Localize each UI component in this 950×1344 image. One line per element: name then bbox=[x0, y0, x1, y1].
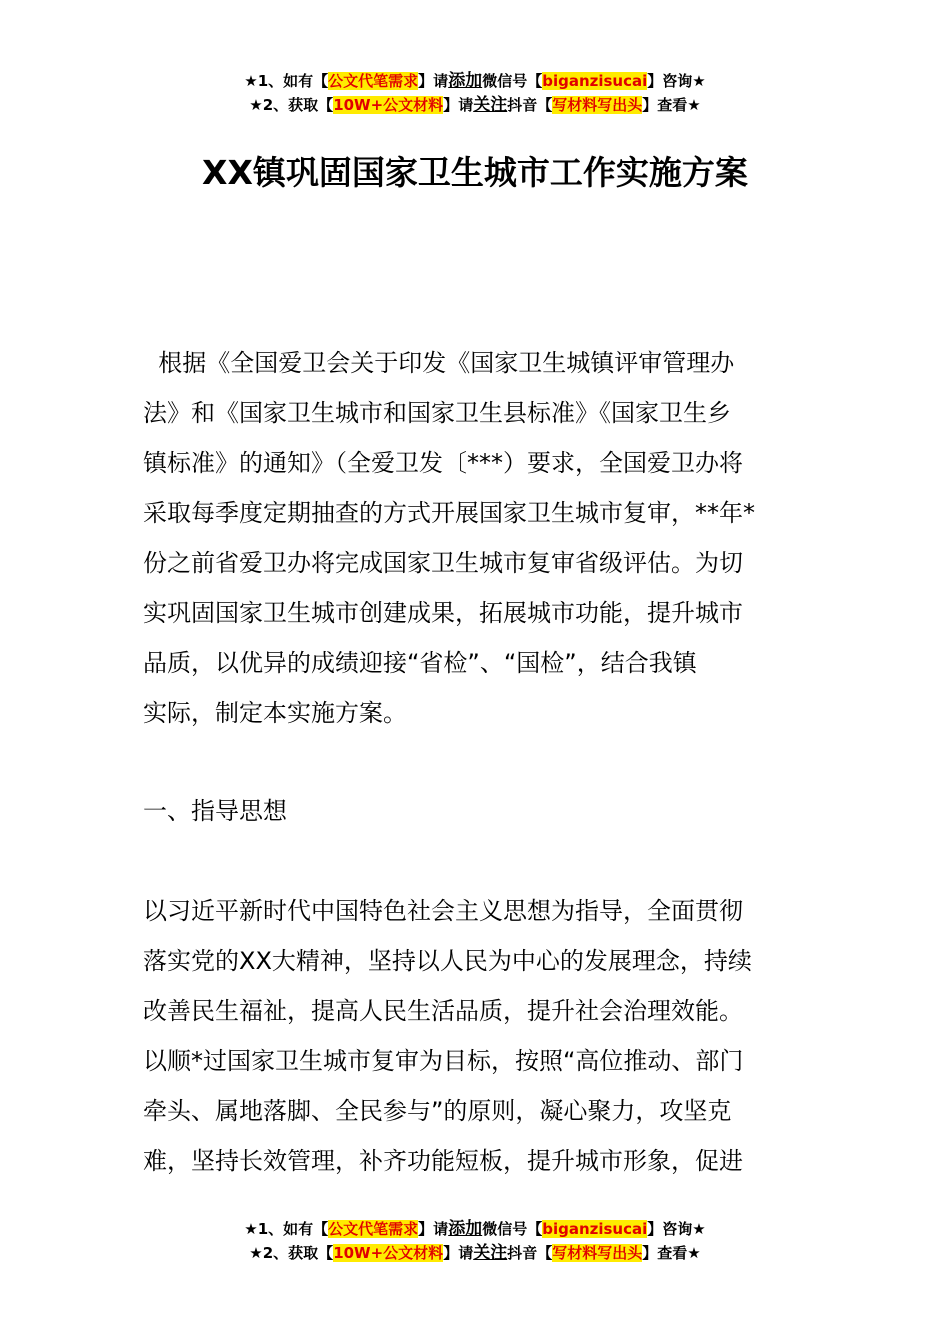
promo-text: 】请 bbox=[443, 1244, 474, 1262]
promo-text: ★2、获取【 bbox=[249, 1244, 334, 1262]
paragraph-line: 牵头、属地落脚、全民参与”的原则，凝心聚力，攻坚克 bbox=[143, 1097, 732, 1125]
paragraph-line: 法》和《国家卫生城市和国家卫生县标准》《国家卫生乡 bbox=[143, 399, 731, 427]
paragraph-line: 实际，制定本实施方案。 bbox=[143, 699, 407, 727]
promo-emphasis: 添加 bbox=[448, 71, 483, 91]
paragraph-line: 镇标准》的通知》（全爱卫发〔***）要求，全国爱卫办将 bbox=[143, 449, 743, 477]
paragraph-line: 根据《全国爱卫会关于印发《国家卫生城镇评审管理办 bbox=[143, 349, 735, 377]
promo-text: 抖音【 bbox=[507, 1244, 553, 1262]
paragraph-line: 份之前省爱卫办将完成国家卫生城市复审省级评估。为切 bbox=[143, 549, 743, 577]
promo-text: 】查看★ bbox=[642, 96, 701, 114]
paragraph-line: 落实党的XX大精神，坚持以人民为中心的发展理念，持续 bbox=[143, 947, 752, 975]
promo-text: ★2、获取【 bbox=[249, 96, 334, 114]
promo-highlight: 公文代笔需求 bbox=[328, 72, 419, 90]
promo-emphasis: 关注 bbox=[473, 1243, 508, 1263]
promo-line-1 bbox=[0, 70, 950, 92]
promo-text: ★1、如有【 bbox=[244, 72, 329, 90]
promo-line-2 bbox=[0, 94, 950, 116]
promo-text: 】咨询★ bbox=[647, 72, 706, 90]
guiding-thought-paragraph bbox=[143, 886, 808, 1186]
paragraph-line: 实巩固国家卫生城市创建成果，拓展城市功能，提升城市 bbox=[143, 599, 743, 627]
promo-highlight: biganzisucai bbox=[542, 1220, 648, 1238]
paragraph-line: 难，坚持长效管理，补齐功能短板，提升城市形象，促进 bbox=[143, 1147, 743, 1175]
promo-text: 】查看★ bbox=[642, 1244, 701, 1262]
promo-text: 】请 bbox=[418, 1220, 449, 1238]
paragraph-line: 采取每季度定期抽查的方式开展国家卫生城市复审，**年* bbox=[143, 499, 755, 527]
promo-emphasis: 关注 bbox=[473, 95, 508, 115]
promo-text: 】请 bbox=[443, 96, 474, 114]
promo-text: 微信号【 bbox=[482, 1220, 543, 1238]
promo-highlight: 写材料写出头 bbox=[552, 96, 643, 114]
promo-text: ★1、如有【 bbox=[244, 1220, 329, 1238]
section-heading: 一、指导思想 bbox=[143, 797, 287, 825]
promo-highlight: biganzisucai bbox=[542, 72, 648, 90]
promo-line-2-footer bbox=[0, 1242, 950, 1264]
document-title: XX镇巩固国家卫生城市工作实施方案 bbox=[202, 153, 748, 192]
promo-highlight: 10W+公文材料 bbox=[333, 96, 444, 114]
promo-text: 微信号【 bbox=[482, 72, 543, 90]
promo-line-1-footer bbox=[0, 1218, 950, 1240]
promo-text: 】请 bbox=[418, 72, 449, 90]
paragraph-line: 以习近平新时代中国特色社会主义思想为指导，全面贯彻 bbox=[143, 897, 743, 925]
promo-text: 】咨询★ bbox=[647, 1220, 706, 1238]
promo-text: 抖音【 bbox=[507, 96, 553, 114]
promo-highlight: 公文代笔需求 bbox=[328, 1220, 419, 1238]
promo-highlight: 写材料写出头 bbox=[552, 1244, 643, 1262]
paragraph-line: 改善民生福祉，提高人民生活品质，提升社会治理效能。 bbox=[143, 997, 743, 1025]
promo-emphasis: 添加 bbox=[448, 1219, 483, 1239]
intro-paragraph bbox=[143, 338, 808, 738]
paragraph-line: 品质，以优异的成绩迎接“省检”、“国检”，结合我镇 bbox=[143, 649, 697, 677]
paragraph-line: 以顺*过国家卫生城市复审为目标，按照“高位推动、部门 bbox=[143, 1047, 744, 1075]
promo-highlight: 10W+公文材料 bbox=[333, 1244, 444, 1262]
